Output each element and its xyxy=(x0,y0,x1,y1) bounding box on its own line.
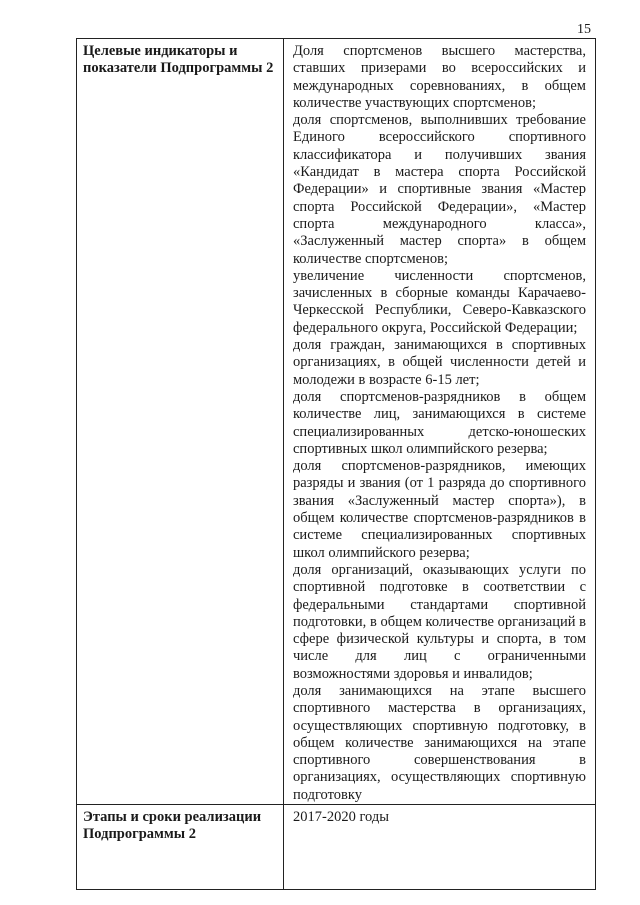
indicator-item: доля спортсменов, выполнивших требование Единого всероссийского спортивного классификатора и получивших звания «Кандидат в мастера спорта Российской Федерации» и спортивные звания «Мастер спорта Российской Федерации», «Мастер спорта международного класса», «Заслуженный мастер спорта» в общем количестве спортсменов; xyxy=(293,112,586,267)
stages-value: 2017-2020 годы xyxy=(293,809,389,826)
indicator-item: доля занимающихся на этапе высшего спортивного мастерства в организациях, осуществляющих спортивную подготовку, в общем количестве занимающихся на этапе спортивного совершенствования в организациях, осуществляющих спортивную подготовку xyxy=(293,682,586,803)
indicator-item: доля граждан, занимающихся в спортивных организациях, в общей численности детей и молодежи в возрасте 6-15 лет; xyxy=(293,337,586,388)
indicators-label: Целевые индикаторы и показатели Подпрограммы 2 xyxy=(77,39,284,805)
indicator-item: доля спортсменов-разрядников в общем количестве лиц, занимающихся в системе специализированных детско-юношеских спортивных школ олимпийского резерва; xyxy=(293,388,586,457)
indicators-content xyxy=(284,39,596,805)
subprogram-passport-table xyxy=(76,38,596,890)
page-number: 15 xyxy=(577,22,591,37)
indicator-item: доля организаций, оказывающих услуги по спортивной подготовке в соответствии с федеральными стандартами спортивной подготовки, в общем количестве организаций в сфере физической культуры и спорта, в том числе для лиц с ограниченными возможностями здоровья и инвалидов; xyxy=(293,561,586,682)
indicator-item: увеличение численности спортсменов, зачисленных в сборные команды Карачаево-Черкесской Республики, Северо-Кавказского федерального округа, Российской Федерации; xyxy=(293,267,586,336)
indicator-item: доля спортсменов-разрядников, имеющих разряды и звания (от 1 разряда до спортивного звания «Заслуженный мастер спорта»), в общем количестве спортсменов-разрядников в системе специализированных спортивных школ олимпийского резерва; xyxy=(293,458,586,561)
table-row-stages xyxy=(77,805,596,890)
stages-content xyxy=(284,805,596,890)
stages-label: Этапы и сроки реализации Подпрограммы 2 xyxy=(77,805,284,890)
table-row-indicators xyxy=(77,39,596,805)
indicator-item: Доля спортсменов высшего мастерства, ставших призерами во всероссийских и международных соревнованиях, в общем количестве участвующих спортсменов; xyxy=(293,43,586,111)
